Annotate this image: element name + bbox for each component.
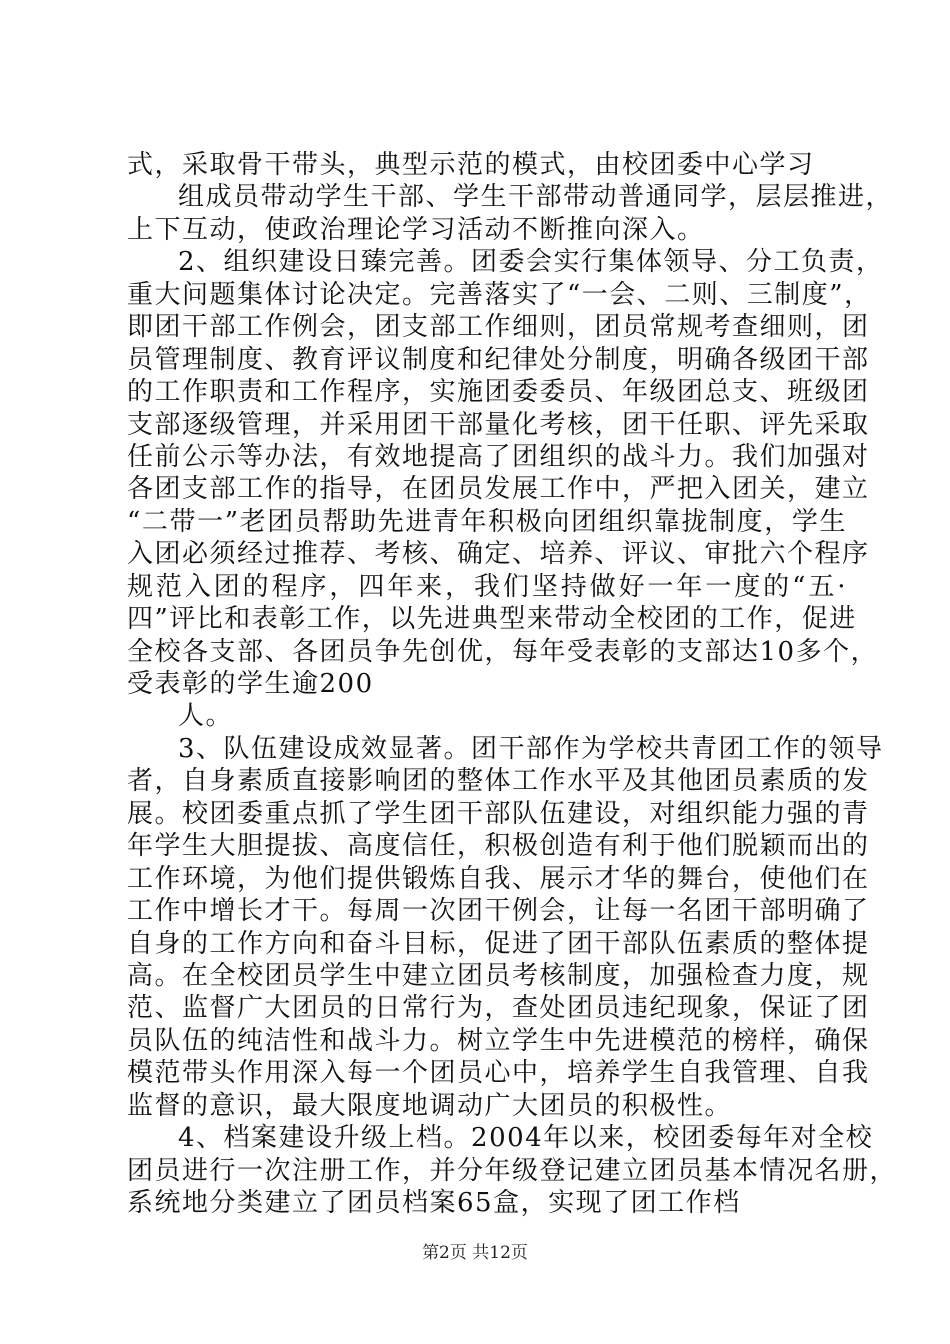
text-line: 工作环境，为他们提供锻炼自我、展示才华的舞台，使他们在 <box>127 864 870 894</box>
text-line: 各团支部工作的指导，在团员发展工作中，严把入团关，建立 <box>127 474 870 504</box>
text-line: 组成员带动学生干部、学生干部带动普通同学，层层推进， <box>178 182 894 212</box>
paragraph-4-start: 4、档案建设升级上档。2004年以来，校团委每年对全校 <box>178 1123 874 1153</box>
text-line: 监督的意识，最大限度地调动广大团员的积极性。 <box>127 1091 733 1121</box>
text-line: 模范带头作用深入每一个团员心中，培养学生自我管理、自我 <box>127 1058 870 1088</box>
text-line: 的工作职责和工作程序，实施团委委员、年级团总支、班级团 <box>127 377 870 407</box>
text-line: 展。校团委重点抓了学生团干部队伍建设，对组织能力强的青 <box>127 799 870 829</box>
text-line: 四”评比和表彰工作，以先进典型来带动全校团的工作，促进 <box>127 604 857 634</box>
text-line: 即团干部工作例会，团支部工作细则，团员常规考查细则，团 <box>127 312 870 342</box>
text-line: 系统地分类建立了团员档案65盒，实现了团工作档 <box>127 1188 741 1218</box>
text-line: 规范入团的程序，四年来，我们坚持做好一年一度的“五· <box>127 572 847 602</box>
text-line: 员队伍的纯洁性和战斗力。树立学生中先进模范的榜样，确保 <box>127 1026 870 1056</box>
text-line: 重大问题集体讨论决定。完善落实了“一会、二则、三制度”， <box>127 280 872 310</box>
text-line: 范、监督广大团员的日常行为，查处团员违纪现象，保证了团 <box>127 993 870 1023</box>
text-line: 支部逐级管理，并采用团干部量化考核，团干任职、评先采取 <box>127 410 870 440</box>
text-line: 团员进行一次注册工作，并分年级登记建立团员基本情况名册， <box>127 1156 898 1186</box>
text-line: 上下互动，使政治理论学习活动不断推向深入。 <box>127 215 705 245</box>
text-line: 人。 <box>178 701 234 731</box>
text-line: 工作中增长才干。每周一次团干例会，让每一名团干部明确了 <box>127 896 870 926</box>
text-line: 式，采取骨干带头，典型示范的模式，由校团委中心学习 <box>127 150 815 180</box>
text-line: “二带一”老团员帮助先进青年积极向团组织靠拢制度，学生 <box>127 507 847 537</box>
text-line: 全校各支部、各团员争先创优，每年受表彰的支部达10多个， <box>127 637 879 667</box>
text-line: 受表彰的学生逾200 <box>127 669 374 699</box>
text-line: 自身的工作方向和奋斗目标，促进了团干部队伍素质的整体提 <box>127 929 870 959</box>
text-line: 员管理制度、教育评议制度和纪律处分制度，明确各级团干部 <box>127 345 870 375</box>
page-number-footer: 第2页 共12页 <box>422 1243 528 1263</box>
text-line: 高。在全校团员学生中建立团员考核制度，加强检查力度，规 <box>127 961 870 991</box>
text-line: 入团必须经过推荐、考核、确定、培养、评议、审批六个程序 <box>127 539 870 569</box>
text-line: 者，自身素质直接影响团的整体工作水平及其他团员素质的发 <box>127 766 870 796</box>
paragraph-3-start: 3、队伍建设成效显著。团干部作为学校共青团工作的领导 <box>178 734 884 764</box>
text-line: 任前公示等办法，有效地提高了团组织的战斗力。我们加强对 <box>127 442 870 472</box>
text-line: 年学生大胆提拔、高度信任，积极创造有利于他们脱颖而出的 <box>127 831 870 861</box>
paragraph-2-start: 2、组织建设日臻完善。团委会实行集体领导、分工负责， <box>178 247 884 277</box>
